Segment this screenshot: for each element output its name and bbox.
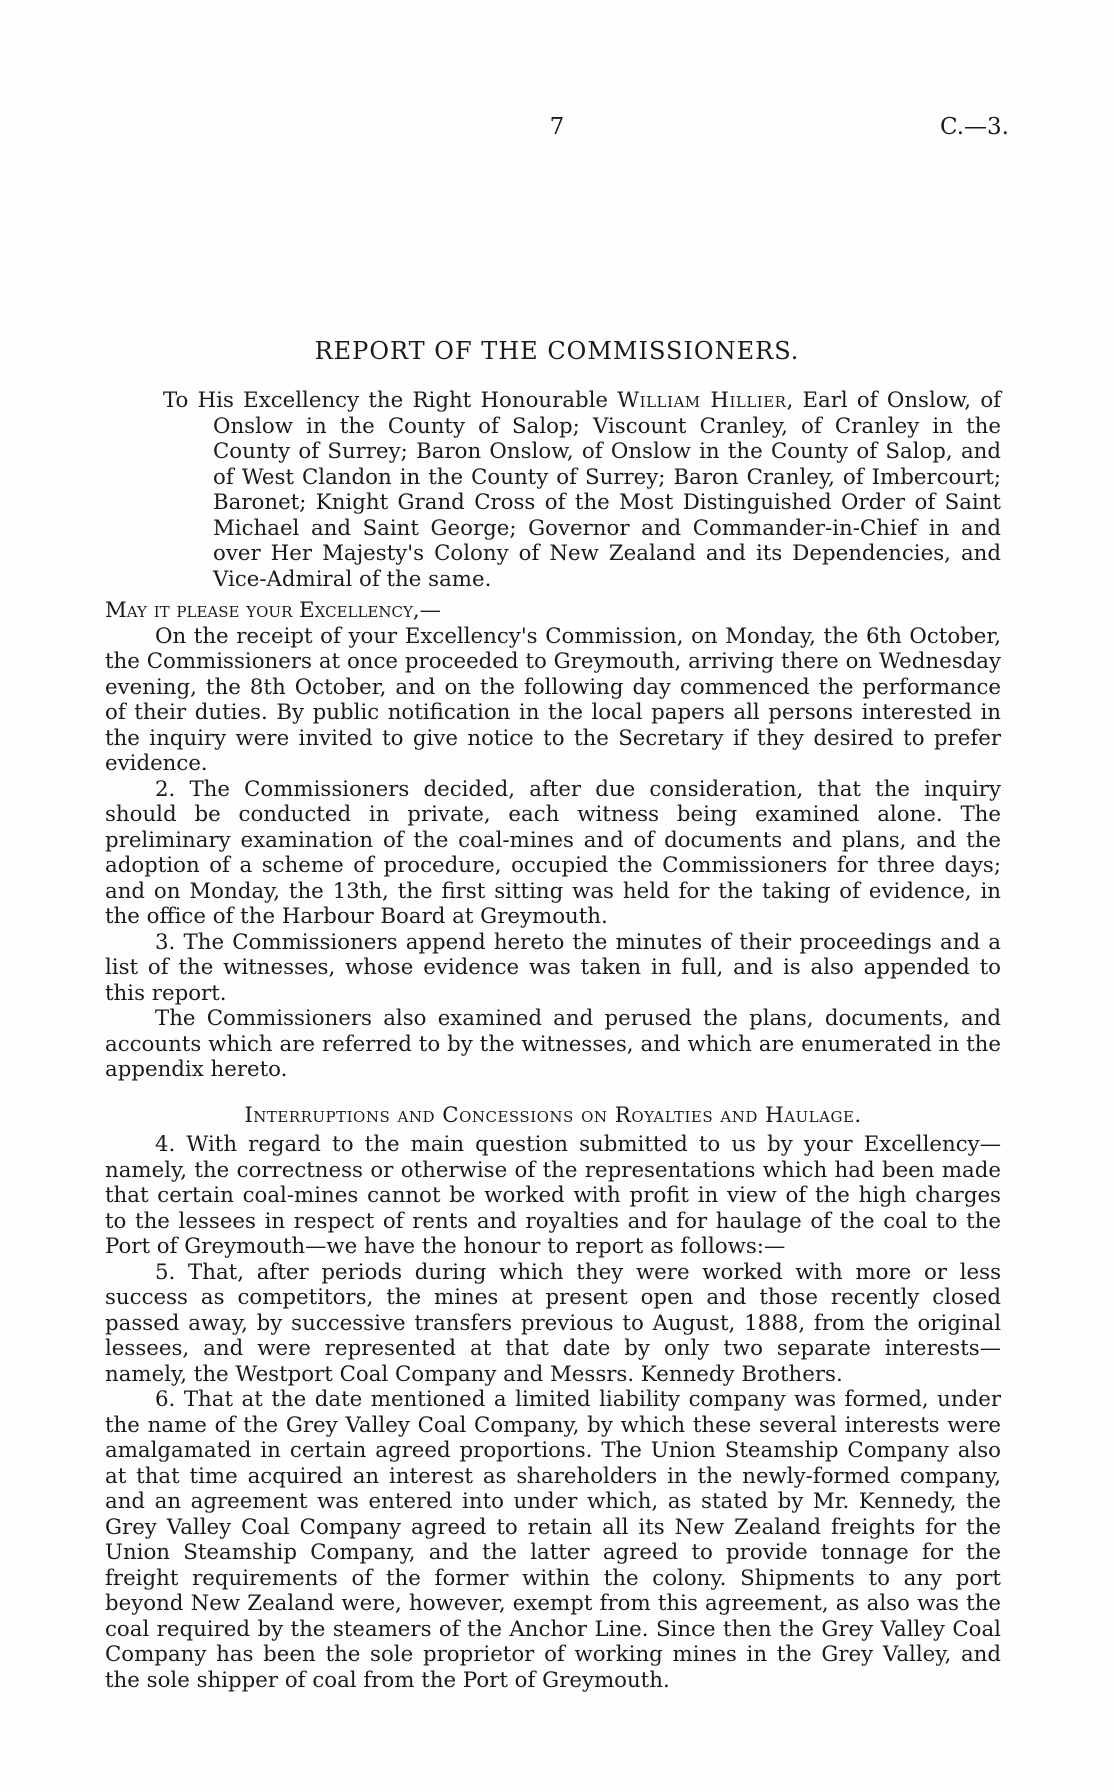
paragraph-2: 2. The Commissioners decided, after due consideration, that the inquiry should be conducted in private, each witness being examined alone. The preliminary examination of the coal-mines and of documents and plans, and the adoption of a scheme of procedure, occupied the Commissioners for three days; and on Monday, the 13th, the first sitting was held for the taking of evidence, in the office of the Harbour Board at Greymouth. [105,776,1001,929]
address-to: To His Excellency the Right Honourable [163,388,618,413]
report-title: REPORT OF THE COMMISSIONERS. [314,337,800,365]
paragraph-5: 5. That, after periods during which they were worked with more or less success as competitors, the mines at present open and those recently closed passed away, by successive transfers previous to August, 1888, from the original lessees, and were represented at that date by only two separate interests—namely, the Westport Coal Company and Messrs. Kennedy Brothers. [105,1259,1001,1387]
document-reference: C.—3. [939,114,1009,140]
salutation: May it please your Excellency,— [105,598,441,623]
section-heading: Interruptions and Concessions on Royalties and Haulage. [244,1102,862,1128]
address-rest: , Earl of Onslow, of Onslow in the County of Salop; Viscount Cranley, of Cranley in the County of Surrey; Baron Onslow, of Onslow in the County of Salop, and of West Clandon in the County of Surrey; Baron Cranley, of Imbercourt; Baronet; Knight Grand Cross of the Most Distinguished Order of Saint Michael and Saint George; Governor and Commander-in-Chief in and over Her Majesty's Colony of New Zealand and its Dependencies, and Vice-Admiral of the same. [213,388,1002,592]
paragraph-3: 3. The Commissioners append hereto the minutes of their proceedings and a list of the witnesses, whose evidence was taken in full, and is also appended to this report. [105,929,1001,1006]
address-block [163,388,1002,592]
paragraph-4: 4. With regard to the main question submitted to us by your Excellency—namely, the correctness or otherwise of the representations which had been made that certain coal-mines cannot be worked with profit in view of the high charges to the lessees in respect of rents and royalties and for haulage of the coal to the Port of Greymouth—we have the honour to report as follows:— [105,1132,1001,1259]
report-body [105,388,1001,1693]
page-number: 7 [549,114,565,140]
paragraph-1: On the receipt of your Excellency's Commission, on Monday, the 6th October, the Commissioners at once proceeded to Greymouth, arriving there on Wednesday evening, the 8th October, and on the following day commenced the performance of their duties. By public notification in the local papers all persons interested in the inquiry were invited to give notice to the Secretary if they desired to prefer evidence. [105,623,1001,776]
paragraph-3b: The Commissioners also examined and perused the plans, documents, and accounts which are referred to by the witnesses, and which are enumerated in the appendix hereto. [105,1006,1001,1082]
paragraph-6: 6. That at the date mentioned a limited liability company was formed, under the name of the Grey Valley Coal Company, by which these several interests were amalgamated in certain agreed proportions. The Union Steamship Company also at that time acquired an interest as shareholders in the newly-formed company, and an agreement was entered into under which, as stated by Mr. Kennedy, the Grey Valley Coal Company agreed to retain all its New Zealand freights for the Union Steamship Company, and the latter agreed to provide tonnage for the freight requirements of the former within the colony. Shipments to any port beyond New Zealand were, however, exempt from this agreement, as also was the coal required by the steamers of the Anchor Line. Since then the Grey Valley Coal Company has been the sole proprietor of working mines in the Grey Valley, and the sole shipper of coal from the Port of Greymouth. [105,1387,1001,1693]
address-name: William Hillier [617,388,787,413]
